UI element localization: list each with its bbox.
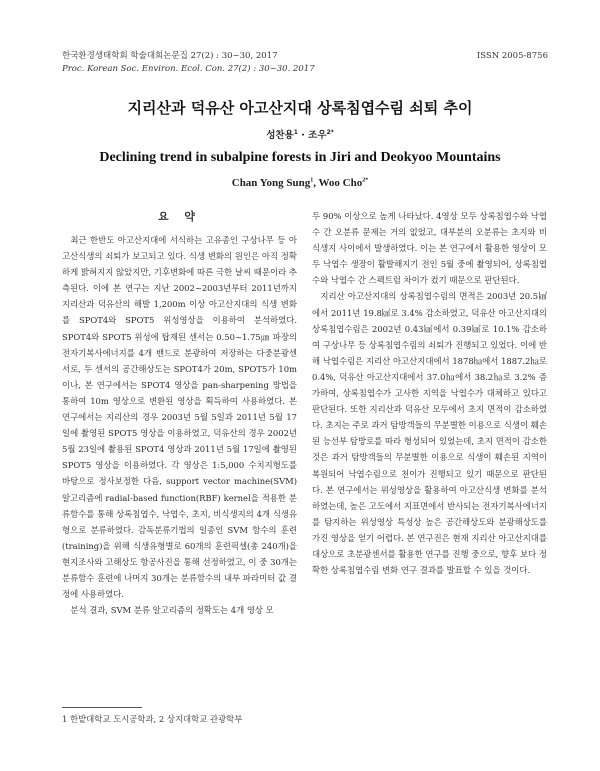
abstract-left-column — [62, 208, 297, 618]
author-2-ko: 조우 — [308, 130, 327, 141]
journal-header — [62, 50, 548, 76]
affiliation-footnote: 1 한밭대학교 도시공학과, 2 상지대학교 관광학부 — [62, 714, 243, 724]
paper-title-ko: 지리산과 덕유산 아고산지대 상록침엽수림 쇠퇴 추이 — [127, 99, 473, 117]
author-2-en: Woo Cho — [318, 177, 363, 189]
authors-ko — [0, 127, 600, 141]
author-1-affil-en: 1 — [310, 177, 314, 184]
journal-citation-ko: 한국환경생태학회 학술대회논문집 27(2) : 30~30, 2017 — [62, 51, 278, 61]
author-1-affil: 1 — [293, 128, 298, 136]
paper-title-en: Declining trend in subalpine forests in Jiri and Deokyoo Mountains — [99, 150, 501, 165]
abstract-paragraph: 분석 결과, SVM 분류 알고리즘의 정확도는 4개 영상 모 — [70, 605, 274, 616]
footnote-rule — [62, 707, 142, 708]
abstract-right-column — [312, 208, 547, 578]
abstract-paragraph: 두 90% 이상으로 높게 나타났다. 4영상 모두 상록침엽수와 낙엽수 간 오분류 문제는 거의 없었고, 대부분의 오분류는 초지와 비식생지 사이에서 발생하였다. 이는 본 연구에서 활용한 영상이 모두 낙엽수 생장이 활발해지기 전인 5월 중에 촬영되어, 상록침엽수와 낙엽수 간 스펙트럼 차이가 컸기 때문으로 판단된다. — [312, 211, 547, 286]
author-separator: · — [297, 130, 309, 141]
abstract-paragraph: 최근 한반도 아고산지대에 서식하는 고유종인 구상나무 등 아고산식생의 쇠퇴가 보고되고 있다. 식생 변화의 원인은 아직 정확하게 밝혀지지 않았지만, 기후변화에 따른 극한 날씨 때문이라 추측된다. 이에 본 연구는 지난 2002~2003년부터 2011년까지 지리산과 덕유산의 해발 1,200m 이상 아고산지대의 식생 변화를 SPOT4와 SPOT5 위성영상을 이용하여 분석하였다. SPOT4와 SPOT5 위성에 탑재된 센서는 0.50~1.75㎛ 파장의 전자기복사에너지를 4개 밴드로 분광하여 저장하는 다중분광센서로, 두 센서의 공간해상도는 SPOT4가 20m, SPOT5가 10m이나, 본 연구에서는 SPOT4 영상을 pan-sharpening 방법을 통하여 10m 영상으로 변환된 영상을 획득하여 사용하였다. 본 연구에서는 지리산의 경우 2003년 5월 5일과 2011년 5월 17일에 촬영된 SPOT5 영상을 이용하였고, 덕유산의 경우 2002년 5월 23일에 촬용된 SPOT4 영상과 2011년 5월 17일에 촬영된 SPOT5 영상을 이용하였다. 각 영상은 1:5,000 수치지형도를 바탕으로 정사보정한 다음, support vector machine(SVM) 알고리즘에 radial-based function(RBF) kernel을 적용한 분류함수를 통해 상록침엽수, 낙엽수, 초지, 비식생지의 4개 식생유형으로 분류하였다. 감독분류기법의 일종인 SVM 함수의 훈련(training)을 위해 식생유형별로 60개의 훈련픽셀(총 240개)을 현지조사와 고해상도 항공사진을 통해 선정하였고, 이 중 30개는 분류함수 훈련에 나머지 30개는 분류함수의 내부 파라미터 값 결정에 사용하였다. — [62, 235, 297, 600]
abstract-heading: 요 약 — [157, 210, 202, 223]
authors-en — [0, 177, 600, 189]
abstract-paragraph: 지리산 아고산지대의 상록침엽수림의 면적은 2003년 20.5㎢에서 2011년 19.8㎢로 3.4% 감소하였고, 덕유산 아고산지대의 상록침엽수림은 2002년 0.43㎢에서 0.39㎢로 10.1% 감소하여 구상나무 등 상록침엽수림의 쇠퇴가 진행되고 있었다. 이에 반해 낙엽수림은 지리산 아고산지대에서 1878㏊에서 1887.2㏊로 0.4%, 덕유산 아고산지대에서 37.0㏊에서 38.2㏊로 3.2% 증가하여, 상록침엽수가 고사한 지역을 낙엽수가 대체하고 있다고 판단된다. 또한 지리산과 덕유산 모두에서 초지 면적이 감소하였다. 초지는 주로 과거 탐방객들의 무분별한 이용으로 식생이 훼손된 능선부 탐방로를 따라 형성되어 있었는데, 초지 면적이 감소한 것은 과거 탐방객들의 무분별한 이용으로 식생이 훼손된 지역이 복원되어 낙엽수림으로 천이가 진행되고 있기 때문으로 판단된다. 본 연구에서는 위성영상을 활용하여 아고산식생 변화를 분석하였는데, 높은 고도에서 지표면에서 반사되는 전자기복사에너지를 탐지하는 위성영상 특성상 높은 공간해상도와 분광해상도를 가진 영상을 얻기 어렵다. 본 연구진은 현재 지리산 아고산지대를 대상으로 초분광센서를 활용한 연구를 진행 중으로, 향후 보다 정확한 상록침엽수림 변화 연구 결과를 발표할 수 있을 것이다. — [312, 291, 547, 576]
author-1-en: Chan Yong Sung — [231, 177, 311, 189]
journal-citation-en: Proc. Korean Soc. Environ. Ecol. Con. 27(2) : 30~30. 2017 — [62, 64, 315, 74]
author-1-ko: 성찬용 — [266, 130, 294, 141]
author-2-affil: 2* — [326, 128, 334, 136]
author-2-affil-en: 2* — [362, 177, 369, 184]
issn: ISSN 2005-8756 — [476, 51, 548, 61]
author-separator-en: , — [313, 177, 319, 189]
